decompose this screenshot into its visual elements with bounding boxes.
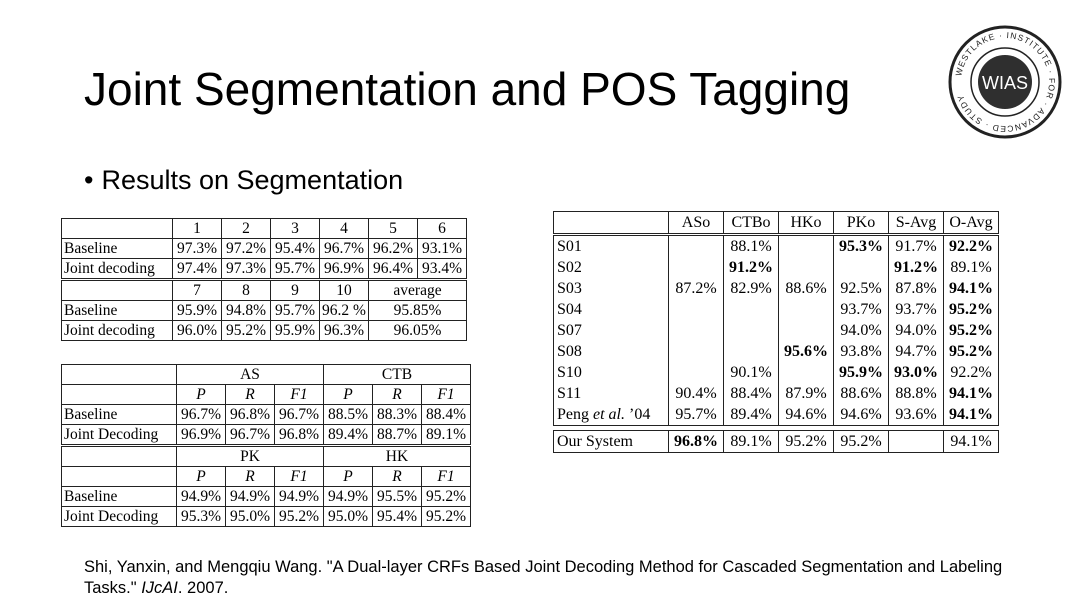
slide-title: Joint Segmentation and POS Tagging	[84, 63, 851, 115]
col-header: average	[369, 280, 467, 301]
table-row: S03 87.2% 82.9% 88.6% 92.5% 87.8% 94.1%	[554, 278, 999, 299]
col-header: 9	[271, 280, 320, 301]
col-header: 6	[418, 219, 467, 239]
table-row: Baseline 97.3% 97.2% 95.4% 96.7% 96.2% 93.1%	[62, 239, 467, 259]
col-header: S-Avg	[889, 212, 944, 235]
table1-top-header	[62, 219, 467, 239]
table-row: S10 90.1% 95.9% 93.0% 92.2%	[554, 362, 999, 383]
table-row: S01 88.1% 95.3% 91.7% 92.2%	[554, 235, 999, 258]
table-row: Joint decoding 96.0% 95.2% 95.9% 96.3% 96.05%	[62, 321, 467, 341]
table-row: S02 91.2% 91.2% 89.1%	[554, 257, 999, 278]
bakeoff-comparison-table	[553, 211, 999, 453]
col-header: O-Avg	[944, 212, 999, 235]
bullet-text: Results on Segmentation	[101, 165, 404, 195]
table-row: Joint Decoding 96.9% 96.7% 96.8% 89.4% 88.7% 89.1%	[62, 425, 471, 446]
group-label-as: AS	[177, 365, 324, 385]
col-header: 5	[369, 219, 418, 239]
table-row: Peng et al. ’04 95.7% 89.4% 94.6% 94.6% 93.6% 94.1%	[554, 404, 999, 426]
bullet-dot-icon: •	[84, 165, 94, 195]
table-row: Joint decoding 97.4% 97.3% 95.7% 96.9% 96.4% 93.4%	[62, 259, 467, 280]
group-label-pk: PK	[177, 446, 324, 467]
bullet-item	[84, 165, 403, 196]
table-row: S08 95.6% 93.8% 94.7% 95.2%	[554, 341, 999, 362]
metric-header: P R F1 P R F1	[62, 467, 471, 487]
et-al-italic: et al.	[593, 406, 625, 423]
group-header	[62, 365, 471, 385]
peng-row-label: Peng et al. ’04	[554, 404, 669, 426]
table-row: S11 90.4% 88.4% 87.9% 88.6% 88.8% 94.1%	[554, 383, 999, 404]
col-header: 10	[320, 280, 369, 301]
table-row: Baseline 96.7% 96.8% 96.7% 88.5% 88.3% 88.4%	[62, 405, 471, 425]
col-header: 4	[320, 219, 369, 239]
col-header: CTBo	[724, 212, 779, 235]
group-label-hk: HK	[324, 446, 471, 467]
group-label-ctb: CTB	[324, 365, 471, 385]
table-row: S07 94.0% 94.0% 95.2%	[554, 320, 999, 341]
col-header: HKo	[779, 212, 834, 235]
results-by-corpus-table	[61, 218, 467, 341]
col-header: 1	[173, 219, 222, 239]
col-header: 3	[271, 219, 320, 239]
col-header: 2	[222, 219, 271, 239]
table-row: Baseline 95.9% 94.8% 95.7% 96.2 % 95.85%	[62, 301, 467, 321]
col-header: 7	[173, 280, 222, 301]
table-row: S04 93.7% 93.7% 95.2%	[554, 299, 999, 320]
table1-bottom-header	[62, 280, 467, 301]
citation-venue: IJcAI	[141, 579, 178, 597]
logo-text: WIAS	[981, 73, 1029, 93]
table-row: Joint Decoding 95.3% 95.0% 95.2% 95.0% 95.4% 95.2%	[62, 507, 471, 527]
table3-header	[554, 212, 999, 235]
logo-ring-text: WESTLAKE · INSTITUTE · FOR · ADVANCED · STUDY	[953, 29, 1058, 135]
wias-logo	[945, 22, 1065, 142]
col-header: PKo	[834, 212, 889, 235]
metric-header: P R F1 P R F1	[62, 385, 471, 405]
col-header: ASo	[669, 212, 724, 235]
col-header: 8	[222, 280, 271, 301]
table-row: Baseline 94.9% 94.9% 94.9% 94.9% 95.5% 95.2%	[62, 487, 471, 507]
prf-results-table	[61, 364, 471, 527]
our-system-row: Our System 96.8% 89.1% 95.2% 95.2% 94.1%	[554, 431, 999, 453]
citation: Shi, Yanxin, and Mengqiu Wang. "A Dual-layer CRFs Based Joint Decoding Method for Cascaded Segmentation and Labeling Tasks." IJcAI. 2007.	[84, 558, 1003, 597]
group-header	[62, 446, 471, 467]
